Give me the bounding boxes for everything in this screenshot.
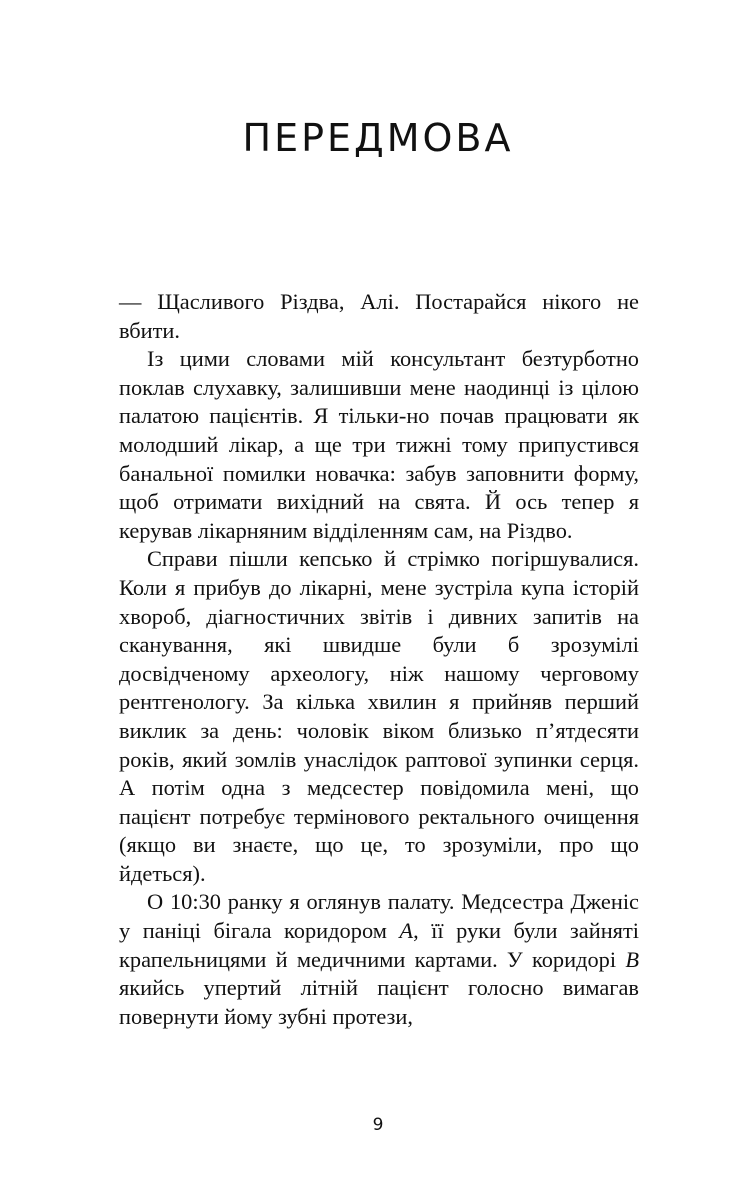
paragraph: — Щасливого Різдва, Алі. Постарайся нікого не вбити. [119, 289, 639, 343]
page-number: 9 [372, 1115, 384, 1135]
text-run: О 10:30 ранку я оглянув палату. Медсестра Дженіс у паніці бігала коридором [119, 889, 639, 944]
paragraph [119, 888, 639, 1031]
text-run: , її руки були зайняті крапельницями й медичними картами. У коридорі [119, 918, 639, 972]
paragraph: Справи пішли кепсько й стрімко погіршувалися. Коли я прибув до лікарні, мене зустріла купа історій хвороб, діагностичних звітів і дивних запитів на сканування, які швидше були б зрозумілі досвідченому археологу, ніж нашому черговому рентгенологу. За кілька хвилин я прийняв перший виклик за день: чоловік віком близько п’ятдесяти років, який зомлів унаслідок раптової зупинки серця. А потім одна з медсестер повідомила мені, що пацієнт потребує термінового ректального очищення (якщо ви знаєте, що це, то зрозуміли, про що йдеться). [119, 546, 639, 886]
body-text [119, 288, 639, 1031]
paragraph: Із цими словами мій консультант безтурботно поклав слухавку, залишивши мене наодинці із цілою палатою пацієнтів. Я тільки-но почав працювати як молодший лікар, а ще три тижні тому припустився банальної помилки новачка: забув заповнити форму, щоб отримати вихідний на свята. Й ось тепер я керував лікарняним відділенням сам, на Різдво. [119, 346, 639, 543]
chapter-title: ПЕРЕДМОВА [242, 116, 514, 160]
corridor-letter: А [399, 918, 414, 944]
text-run: якийсь упертий літній пацієнт голосно вимагав повернути йому зубні протези, [119, 975, 639, 1029]
corridor-letter: В [625, 946, 639, 972]
